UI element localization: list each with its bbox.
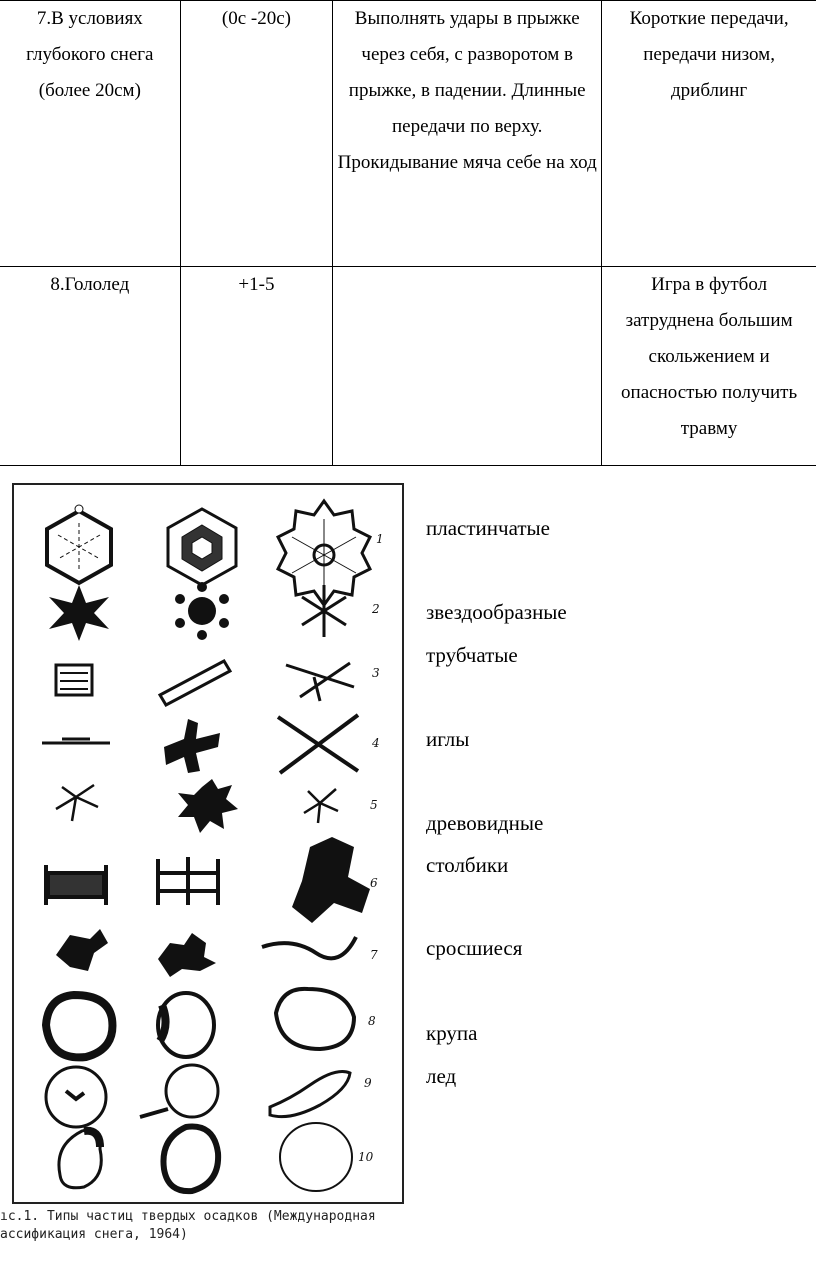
column-crystal-icon [46,865,106,905]
label-plates: пластинчатые [426,516,550,540]
row-number: 5 [370,798,378,812]
plate-crystal-icon [47,505,111,583]
graupel-icon [276,989,354,1049]
graupel-icon [158,993,214,1057]
row-number: 2 [372,602,380,616]
actions-cell [333,267,602,466]
row-number: 7 [370,948,378,962]
table-row [0,267,816,466]
tube-crystal-icon [56,665,92,695]
row-number: 1 [376,532,384,546]
needle-crystal-icon [278,715,358,773]
needle-crystal-icon [42,739,110,743]
caption-line: ассификация снега, 1964) [0,1227,188,1242]
snow-particles-illustration [14,485,402,1202]
figure-row-numbers [358,532,384,1164]
label-stellar: звездообразные [426,600,567,624]
stellar-crystal-icon [49,585,109,641]
label-aggregates: сросшиеся [426,936,523,960]
snow-particle-types-figure [12,483,404,1204]
plate-crystal-icon [168,509,236,585]
label-columns: столбики [426,853,509,877]
weather-conditions-table [0,0,816,466]
notes-cell: Игра в футбол затруднена большим скольжением и опасностью получить травму [602,267,816,466]
hail-icon [163,1127,218,1192]
dendrite-crystal-icon [304,789,338,823]
figure-caption [0,1208,420,1244]
hail-icon [280,1123,352,1191]
tube-crystal-icon [286,663,354,701]
label-graupel: крупа [426,1021,478,1045]
row-number: 8 [368,1014,376,1028]
graupel-icon [46,995,112,1057]
aggregate-crystal-icon [262,937,356,958]
column-crystal-icon [292,837,370,923]
row-number: 10 [358,1150,374,1164]
notes-cell: Короткие передачи, передачи низом, дриблинг [602,1,816,267]
temperature-cell: +1-5 [180,267,333,466]
tube-crystal-icon [160,661,230,705]
hail-icon [59,1130,101,1188]
needle-crystal-icon [164,719,220,773]
condition-cell: 7.В условиях глубокого снега (более 20см) [0,1,180,267]
actions-cell: Выполнять удары в прыжке через себя, с разворотом в прыжке, в падении. Длинные передачи по верху. Прокидывание мяча себе на ход [333,1,602,267]
aggregate-crystal-icon [56,929,108,971]
ice-pellet-icon [46,1067,106,1127]
ice-pellet-icon [270,1072,350,1117]
column-crystal-icon [158,857,218,905]
label-dendrites: древовидные [426,811,544,835]
condition-cell: 8.Гололед [0,267,180,466]
row-number: 4 [372,736,380,750]
table-row [0,1,816,267]
dendrite-crystal-icon [56,785,98,821]
dendrite-crystal-icon [178,779,238,833]
row-number: 6 [370,876,378,890]
temperature-cell: (0с -20с) [180,1,333,267]
aggregate-crystal-icon [158,933,216,977]
ice-pellet-icon [140,1065,218,1117]
row-number: 9 [364,1076,372,1090]
caption-line: ıс.1. Типы частиц твердых осадков (Международная [0,1209,376,1224]
stellar-crystal-icon [175,582,229,640]
row-number: 3 [372,666,380,680]
label-tubes: трубчатые [426,643,518,667]
label-needles: иглы [426,727,470,751]
label-ice: лед [426,1064,457,1088]
